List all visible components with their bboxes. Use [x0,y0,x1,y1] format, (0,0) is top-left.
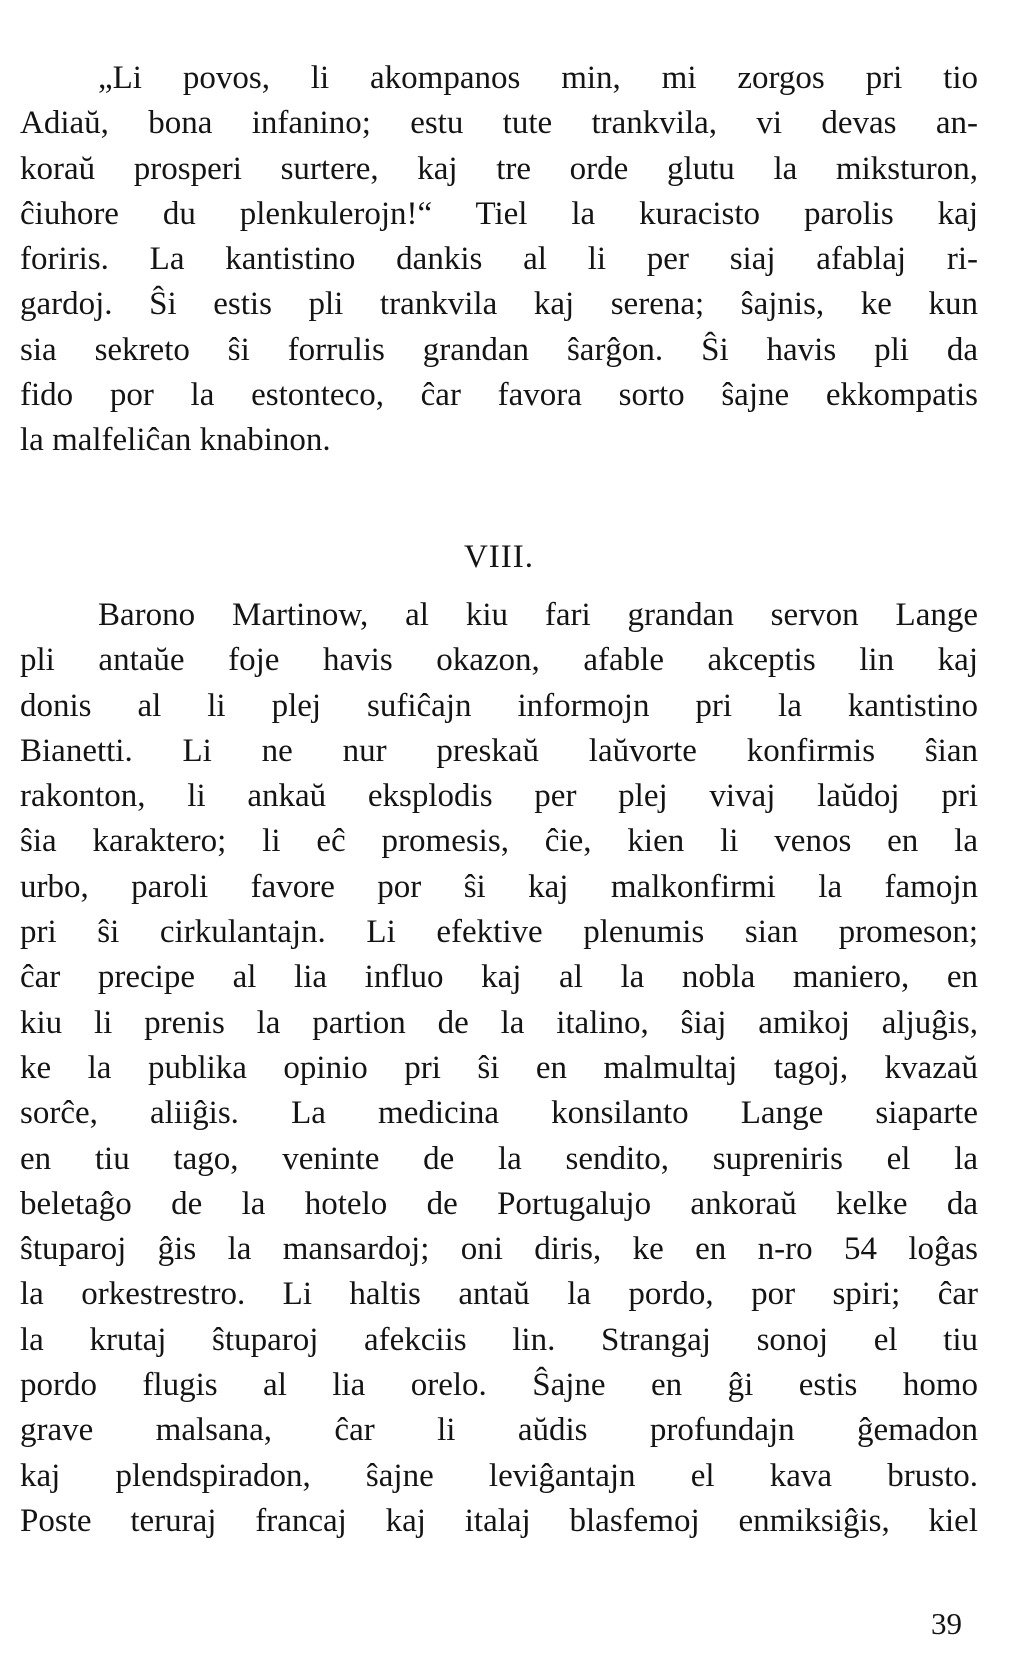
text-line: sia sekreto ŝi forrulis grandan ŝarĝon. Ŝi havis pli da [20,331,978,368]
text-line: Barono Martinow, al kiu fari grandan servon Lange [98,597,978,633]
text-line: beletaĝo de la hotelo de Portugalujo ankoraŭ kelke da [20,1185,978,1222]
text-line: pri ŝi cirkulantajn. Li efektive plenumis sian promeson; [20,914,978,951]
text-line: ĉar precipe al lia influo kaj al la nobla maniero, en [20,959,978,996]
paragraph-2 [20,593,978,1544]
paragraph-1 [20,56,978,464]
text-line: Adiaŭ, bona infanino; estu tute trankvila, vi devas an- [20,105,978,142]
text-line: gardoj. Ŝi estis pli trankvila kaj serena; ŝajnis, ke kun [20,286,978,323]
text-line: kiu li prenis la partion de la italino, ŝiaj amikoj aljuĝis, [20,1004,978,1041]
text-line: ŝtuparoj ĝis la mansardoj; oni diris, ke en n-ro 54 loĝas [20,1231,978,1268]
page-number: 39 [931,1606,962,1641]
text-line: grave malsana, ĉar li aŭdis profundajn ĝemadon [20,1412,978,1449]
text-line: urbo, paroli favore por ŝi kaj malkonfirmi la famojn [20,868,978,905]
text-line: la malfeliĉan knabinon. [20,422,331,459]
text-line: ŝia karaktero; li eĉ promesis, ĉie, kien li venos en la [20,823,978,860]
text-line: foriris. La kantistino dankis al li per siaj afablaj ri- [20,241,978,278]
text-line: „Li povos, li akompanos min, mi zorgos pri tio [98,60,978,96]
text-line: sorĉe, aliiĝis. La medicina konsilanto Lange siaparte [20,1095,978,1132]
chapter-heading: VIII. [463,539,535,575]
text-line: Bianetti. Li ne nur preskaŭ laŭvorte konfirmis ŝian [20,732,978,769]
text-line: kaj plendspiradon, ŝajne leviĝantajn el kava brusto. [20,1457,978,1494]
text-line: pordo flugis al lia orelo. Ŝajne en ĝi estis homo [20,1367,978,1404]
text-line: donis al li plej sufiĉajn informojn pri la kantistino [20,687,978,724]
text-line: en tiu tago, veninte de la sendito, supreniris el la [20,1140,978,1177]
text-line: la krutaj ŝtuparoj afekciis lin. Strangaj sonoj el tiu [20,1321,978,1358]
text-line: pli antaŭe foje havis okazon, afable akceptis lin kaj [20,642,978,679]
text-line: fido por la estonteco, ĉar favora sorto ŝajne ekkompatis [20,377,978,414]
text-line: ĉiuhore du plenkulerojn!“ Tiel la kuracisto parolis kaj [20,195,978,232]
text-line: koraŭ prosperi surtere, kaj tre orde glutu la miksturon, [20,150,978,187]
text-line: Poste teruraj francaj kaj italaj blasfemoj enmiksiĝis, kiel [20,1502,978,1539]
text-line: la orkestrestro. Li haltis antaŭ la pordo, por spiri; ĉar [20,1276,978,1313]
book-page [20,0,978,1653]
text-line: rakonton, li ankaŭ eksplodis per plej vivaj laŭdoj pri [20,778,978,815]
text-line: ke la publika opinio pri ŝi en malmultaj tagoj, kvazaŭ [20,1049,978,1086]
